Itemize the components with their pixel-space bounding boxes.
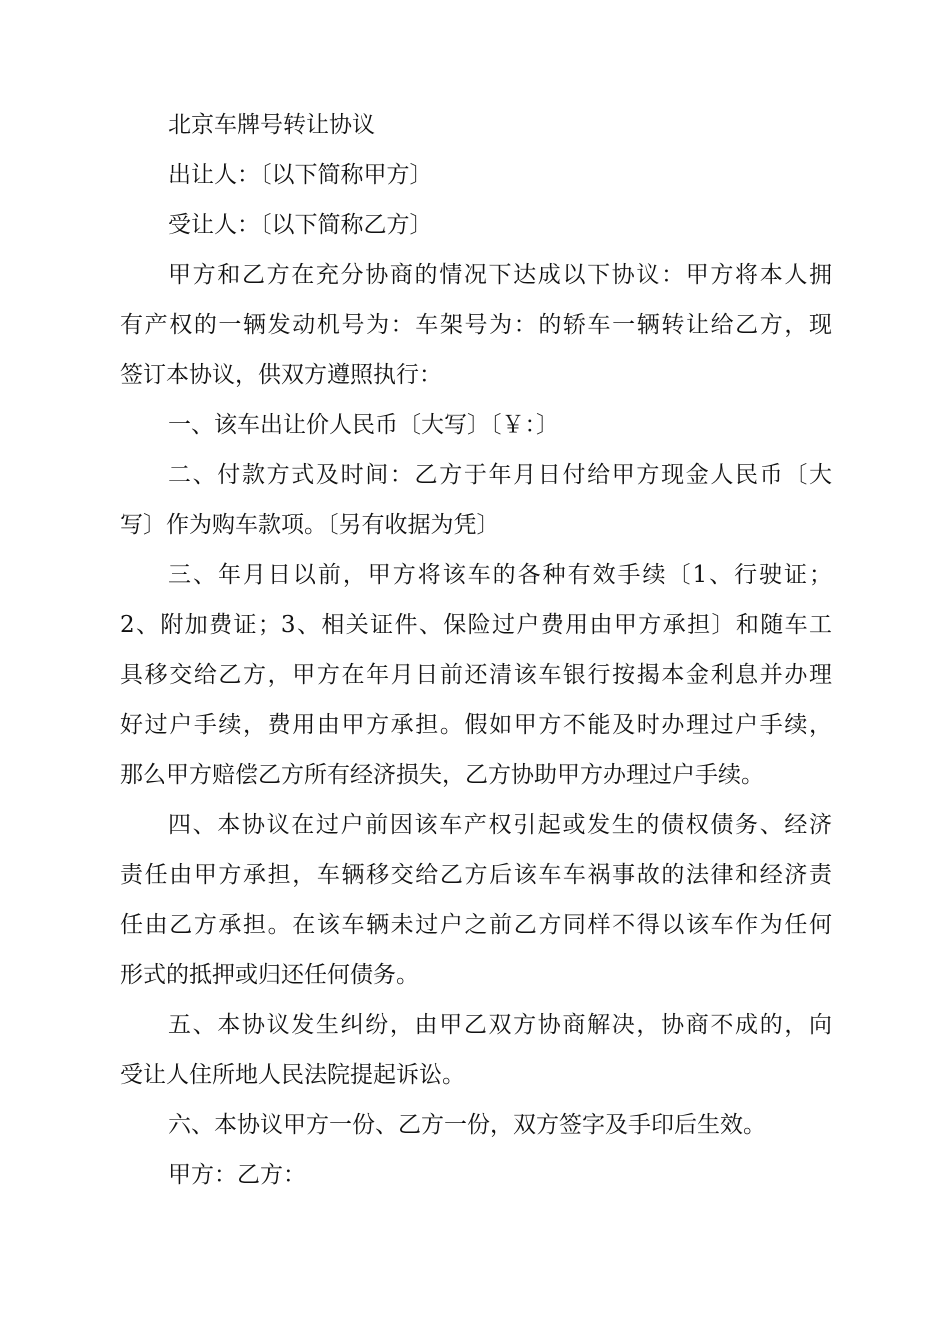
- intro-line: 甲方和乙方在充分协商的情况下达成以下协议：甲方将本人拥: [168, 262, 832, 288]
- clause-6-line: 六、本协议甲方一份、乙方一份，双方签字及手印后生效。: [168, 1112, 766, 1138]
- clause-3-line: 好过户手续，费用由甲方承担。假如甲方不能及时办理过户手续，: [120, 712, 832, 738]
- intro-line: 签订本协议，供双方遵照执行：: [120, 362, 442, 388]
- intro-line: 有产权的一辆发动机号为：车架号为：的轿车一辆转让给乙方，现: [120, 312, 832, 338]
- clause-3-line: 那么甲方赔偿乙方所有经济损失，乙方协助甲方办理过户手续。: [120, 762, 764, 788]
- clause-3-line: 2、附加费证；3、相关证件、保险过户费用由甲方承担〕和随车工: [120, 612, 832, 638]
- clause-3-line: 三、年月日以前，甲方将该车的各种有效手续〔1、行驶证；: [168, 562, 832, 588]
- clause-5-line: 五、本协议发生纠纷，由甲乙双方协商解决，协商不成的，向: [168, 1012, 832, 1038]
- clause-3-line: 具移交给乙方，甲方在年月日前还清该车银行按揭本金利息并办理: [120, 662, 832, 688]
- clause-4-line: 责任由甲方承担，车辆移交给乙方后该车车祸事故的法律和经济责: [120, 862, 832, 888]
- transferor-line: 出让人：〔以下简称甲方〕: [168, 162, 433, 188]
- clause-4-line: 四、本协议在过户前因该车产权引起或发生的债权债务、经济: [168, 812, 832, 838]
- clause-4-line: 任由乙方承担。在该车辆未过户之前乙方同样不得以该车作为任何: [120, 912, 832, 938]
- transferee-line: 受让人：〔以下简称乙方〕: [168, 212, 433, 238]
- signature-line: 甲方：乙方：: [168, 1162, 306, 1188]
- document-title: 北京车牌号转让协议: [168, 112, 375, 138]
- clause-1-line: 一、该车出让价人民币〔大写〕〔￥：〕: [168, 412, 559, 438]
- clause-2-line: 写〕作为购车款项。〔另有收据为凭〕: [120, 512, 500, 538]
- clause-4-line: 形式的抵押或归还任何债务。: [120, 962, 419, 988]
- clause-2-line: 二、付款方式及时间：乙方于年月日付给甲方现金人民币〔大: [168, 462, 832, 488]
- clause-5-line: 受让人住所地人民法院提起诉讼。: [120, 1062, 465, 1088]
